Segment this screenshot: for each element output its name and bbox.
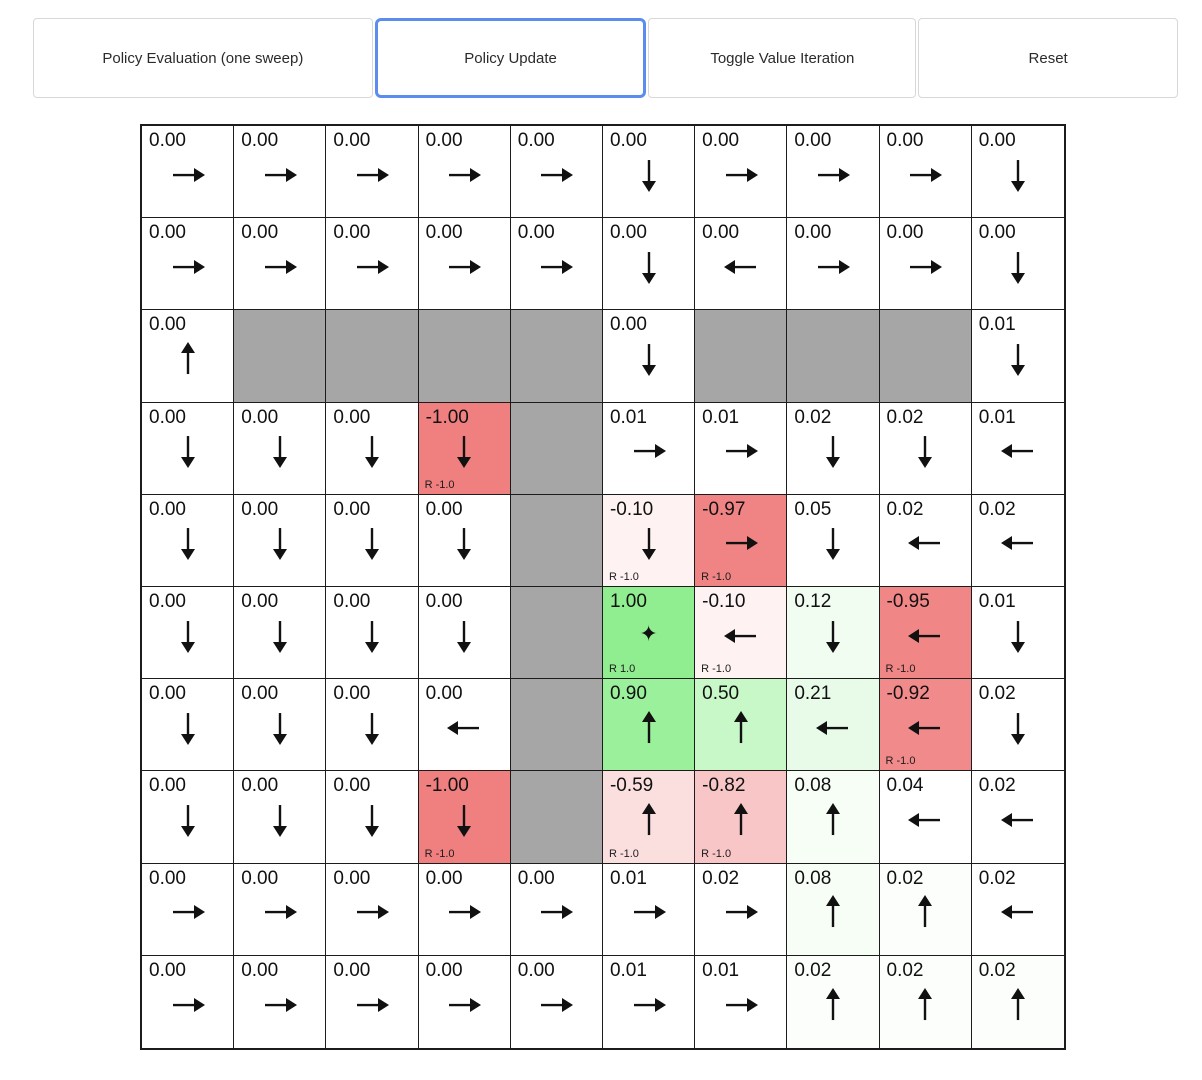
cell-value: 0.00 [241,683,279,705]
grid-cell[interactable] [234,403,326,495]
grid-cell[interactable] [787,403,879,495]
cell-value: 0.01 [609,959,647,981]
cell-reward: R -1.0 [424,478,455,491]
policy-arrow-down [995,156,1041,194]
cell-value: -0.82 [702,775,746,797]
cell-value: 0.00 [886,130,924,151]
grid-cell[interactable] [695,864,787,956]
cell-value: 0.00 [241,775,279,797]
cell-value: 0.00 [425,959,463,981]
policy-arrow-down [626,248,672,286]
cell-value: 0.08 [794,775,832,797]
policy-arrow-right [537,982,575,1028]
grid-cell-wall[interactable] [511,587,603,679]
toolbar [33,18,1178,98]
policy-arrow-down [349,432,395,470]
grid-cell[interactable] [326,587,418,679]
cell-value: 0.90 [609,683,647,705]
cell-reward: R -1.0 [885,663,916,676]
policy-arrow-down [441,617,487,655]
grid-cell[interactable] [603,864,695,956]
grid-cell[interactable] [880,864,972,956]
grid-cell[interactable] [972,771,1064,863]
cell-value: 0.01 [978,314,1016,336]
grid-cell[interactable] [234,679,326,771]
grid-cell-wall[interactable] [511,679,603,771]
policy-arrow-up [902,986,948,1024]
policy-arrow-right [630,889,668,935]
policy-arrow-right [722,982,760,1028]
grid-cell[interactable] [972,587,1064,679]
grid-cell[interactable] [880,403,972,495]
grid-cell[interactable] [326,218,418,310]
grid-cell[interactable] [142,771,234,863]
policy-arrow-right [261,152,299,198]
grid-cell[interactable] [603,218,695,310]
policy-arrow-up [810,801,856,839]
cell-value: 0.00 [241,867,279,889]
cell-value: 0.00 [241,222,279,244]
cell-value: 0.00 [241,590,279,612]
cell-value: 0.00 [333,683,371,705]
cell-value: 0.02 [794,406,832,428]
cell-value: -0.10 [702,590,746,612]
policy-arrow-right [722,889,760,935]
grid-cell[interactable] [695,956,787,1048]
grid-cell-wall[interactable] [511,495,603,587]
grid-cell[interactable] [880,956,972,1048]
policy-arrow-down [349,617,395,655]
policy-arrow-right [906,244,944,290]
grid-cell[interactable] [326,771,418,863]
policy-arrow-down [995,248,1041,286]
policy-arrow-right [169,982,207,1028]
cell-value: 0.02 [978,498,1016,520]
grid-cell[interactable] [142,587,234,679]
grid-cell[interactable] [787,495,879,587]
policy-arrow-right [722,428,760,474]
cell-value: 0.00 [425,590,463,612]
grid-cell[interactable] [695,587,787,679]
policy-arrow-down [441,432,487,470]
cell-value: 0.00 [241,959,279,981]
policy-arrow-down [257,801,303,839]
cell-value: 0.04 [886,775,924,797]
grid-cell[interactable] [880,771,972,863]
cell-value: 0.00 [333,590,371,612]
cell-value: 0.01 [978,590,1016,612]
grid-cell[interactable] [787,864,879,956]
policy-arrow-left [999,889,1037,935]
policy-arrow-down [626,524,672,562]
grid-cell[interactable] [234,218,326,310]
cell-reward: R -1.0 [701,663,732,676]
grid-cell[interactable] [419,771,511,863]
grid-cell-wall[interactable] [511,403,603,495]
grid-cell[interactable] [142,495,234,587]
grid-cell[interactable] [880,587,972,679]
grid-cell[interactable] [142,218,234,310]
grid-cell[interactable] [326,126,418,218]
grid-cell[interactable] [603,956,695,1048]
policy-arrow-down [257,617,303,655]
grid-cell[interactable] [511,218,603,310]
grid-cell[interactable] [972,310,1064,402]
cell-value: 0.00 [794,130,832,151]
policy-arrow-up [810,986,856,1024]
policy-arrow-up [718,709,764,747]
grid-cell[interactable] [972,864,1064,956]
grid-cell[interactable] [972,218,1064,310]
policy-arrow-left [906,613,944,659]
gridworld-grid [140,124,1066,1050]
policy-arrow-down [441,524,487,562]
policy-arrow-left [906,705,944,751]
cell-value: 0.02 [886,867,924,889]
cell-value: 0.01 [702,406,740,428]
policy-arrow-right [537,889,575,935]
grid-cell[interactable] [972,956,1064,1048]
policy-arrow-down [441,801,487,839]
grid-cell[interactable] [972,679,1064,771]
grid-cell[interactable] [972,495,1064,587]
grid-cell[interactable] [880,679,972,771]
grid-cell[interactable] [419,403,511,495]
policy-arrow-right [169,152,207,198]
cell-reward: R -1.0 [701,847,732,860]
cell-value: 0.02 [978,683,1016,705]
grid-cell[interactable] [787,956,879,1048]
policy-arrow-down [995,709,1041,747]
grid-cell[interactable] [326,864,418,956]
cell-value: 0.01 [609,867,647,889]
cell-value: 0.00 [241,406,279,428]
cell-value: 0.00 [333,406,371,428]
cell-value: 0.00 [978,130,1016,151]
grid-cell[interactable] [419,679,511,771]
policy-arrow-right [261,244,299,290]
grid-cell[interactable] [234,864,326,956]
reset-button[interactable]: Reset [918,18,1178,98]
grid-cell[interactable] [787,679,879,771]
grid-cell[interactable] [234,956,326,1048]
cell-reward: R -1.0 [608,847,639,860]
cell-value: 0.00 [149,498,186,520]
cell-value: 0.00 [149,406,186,428]
policy-arrow-up [626,709,672,747]
grid-cell[interactable] [234,126,326,218]
cell-reward: R 1.0 [608,663,636,676]
grid-cell[interactable] [695,403,787,495]
policy-arrow-right [814,152,852,198]
grid-cell[interactable] [142,679,234,771]
cell-value: 0.00 [425,222,463,244]
cell-value: 0.00 [425,683,463,705]
grid-cell[interactable] [142,864,234,956]
cell-value: 0.02 [978,775,1016,797]
grid-cell[interactable] [972,126,1064,218]
cell-value: 0.02 [702,867,740,889]
policy-arrow-down [165,432,211,470]
cell-value: 0.00 [794,222,832,244]
grid-cell[interactable] [419,218,511,310]
cell-value: 0.01 [978,406,1016,428]
grid-cell[interactable] [511,956,603,1048]
policy-arrow-down [349,801,395,839]
cell-reward: R -1.0 [885,755,916,768]
grid-cell[interactable] [326,495,418,587]
policy-arrow-left [906,797,944,843]
grid-cell[interactable] [142,403,234,495]
cell-value: 0.00 [425,867,463,889]
policy-arrow-right [261,982,299,1028]
grid-cell-wall[interactable] [419,310,511,402]
grid-cell-wall[interactable] [695,310,787,402]
policy-arrow-right [353,982,391,1028]
cell-value: 0.00 [333,222,371,244]
cell-value: 0.00 [702,222,740,244]
cell-value: -1.00 [425,775,469,797]
grid-cell[interactable] [419,587,511,679]
cell-value: 0.00 [149,775,186,797]
cell-value: 0.00 [149,867,186,889]
grid-cell-wall[interactable] [326,310,418,402]
grid-cell[interactable] [234,771,326,863]
policy-arrow-right [906,152,944,198]
grid-cell[interactable] [787,218,879,310]
policy-arrow-left [999,520,1037,566]
cell-value: 0.02 [978,867,1016,889]
cell-value: 0.00 [241,130,279,151]
grid-cell[interactable] [695,495,787,587]
policy-arrow-left [722,613,760,659]
policy-arrow-down [810,524,856,562]
grid-cell[interactable] [419,126,511,218]
policy-arrow-down [165,617,211,655]
policy-arrow-up [995,986,1041,1024]
grid-cell[interactable] [234,587,326,679]
policy-arrow-right [169,889,207,935]
cell-value: 0.01 [609,406,647,428]
grid-cell[interactable] [326,403,418,495]
grid-cell[interactable] [603,403,695,495]
cell-value: 0.00 [425,130,463,151]
cell-reward: R -1.0 [701,570,732,583]
grid-cell[interactable] [787,771,879,863]
cell-value: 0.00 [609,314,647,336]
policy-arrow-right [722,520,760,566]
policy-arrow-down [257,524,303,562]
cell-value: 0.00 [149,590,186,612]
policy-arrow-down [165,801,211,839]
policy-arrow-left [999,797,1037,843]
cell-value: 0.02 [978,959,1016,981]
policy-arrow-down [995,340,1041,378]
policy-arrow-left [906,520,944,566]
policy-arrow-down [902,432,948,470]
cell-value: 0.21 [794,683,832,705]
grid-cell[interactable] [695,771,787,863]
policy-arrow-right [169,244,207,290]
cell-value: 0.00 [149,314,186,336]
cell-value: 0.00 [517,130,555,151]
grid-cell[interactable] [603,771,695,863]
cell-value: 0.50 [702,683,740,705]
grid-cell[interactable] [326,956,418,1048]
grid-cell[interactable] [419,956,511,1048]
policy-arrow-up [810,893,856,931]
policy-arrow-right [722,152,760,198]
cell-value: 0.02 [886,406,924,428]
policy-arrow-right [630,982,668,1028]
cell-value: 0.00 [149,683,186,705]
cell-value: -1.00 [425,406,469,428]
policy-arrow-up [902,893,948,931]
cell-value: 0.08 [794,867,832,889]
policy-arrow-down [626,340,672,378]
grid-cell[interactable] [880,218,972,310]
policy-arrow-left [445,705,483,751]
cell-value: -0.10 [609,498,654,520]
grid-cell[interactable] [419,864,511,956]
cell-value: 0.00 [333,498,371,520]
cell-value: 0.05 [794,498,832,520]
grid-cell[interactable] [603,495,695,587]
cell-value: 0.02 [886,959,924,981]
policy-arrow-down [626,156,672,194]
grid-cell[interactable] [603,587,695,679]
policy-arrow-down [257,432,303,470]
cell-value: -0.59 [609,775,654,797]
cell-value: 0.00 [333,867,371,889]
cell-value: -0.92 [886,683,930,705]
policy-arrow-right [261,889,299,935]
grid-cell-wall[interactable] [511,310,603,402]
cell-reward: R -1.0 [608,570,639,583]
policy-arrow-left [999,428,1037,474]
grid-cell[interactable] [695,126,787,218]
cell-value: 0.00 [517,867,555,889]
policy-arrow-right [445,244,483,290]
policy-arrow-right [445,982,483,1028]
policy-arrow-down [349,709,395,747]
policy-arrow-down [349,524,395,562]
grid-cell[interactable] [787,587,879,679]
cell-value: 0.02 [794,959,832,981]
policy-arrow-down [165,709,211,747]
grid-cell[interactable] [142,310,234,402]
cell-value: 0.00 [149,959,186,981]
grid-cell-wall[interactable] [511,771,603,863]
cell-value: 0.00 [609,222,647,244]
cell-value: 0.00 [978,222,1016,244]
policy-arrow-right [630,428,668,474]
policy-arrow-up [165,340,211,378]
policy-arrow-down [810,617,856,655]
cell-reward: R -1.0 [424,847,455,860]
grid-cell[interactable] [142,956,234,1048]
grid-cell[interactable] [695,679,787,771]
cell-value: 0.00 [517,959,555,981]
policy-arrow-up [718,801,764,839]
grid-cell-wall[interactable] [787,310,879,402]
cell-value: 0.00 [517,222,555,244]
grid-cell[interactable] [234,495,326,587]
grid-cell[interactable] [880,495,972,587]
grid-cell[interactable] [972,403,1064,495]
cell-value: 0.00 [333,775,371,797]
policy-arrow-right [537,244,575,290]
policy-arrow-down [810,432,856,470]
policy-arrow-right [537,152,575,198]
policy-arrow-right [353,152,391,198]
grid-cell[interactable] [603,310,695,402]
policy-arrow-right [353,889,391,935]
policy-arrow-right [353,244,391,290]
grid-cell[interactable] [419,495,511,587]
policy-evaluation-button[interactable]: Policy Evaluation (one sweep) [33,18,373,98]
grid-cell[interactable] [326,679,418,771]
cell-value: 1.00 [609,590,647,612]
grid-cell[interactable] [511,864,603,956]
grid-cell[interactable] [787,126,879,218]
policy-arrow-down [995,617,1041,655]
cell-value: -0.95 [886,590,930,612]
cell-value: 0.00 [149,130,186,151]
policy-arrow-down [257,709,303,747]
policy-arrow-right [445,152,483,198]
cell-value: 0.02 [886,498,924,520]
policy-arrow-left [722,244,760,290]
cell-value: 0.12 [794,590,832,612]
cell-value: 0.00 [425,498,463,520]
cell-value: 0.00 [333,130,371,151]
policy-arrow-up [626,801,672,839]
cell-value: 0.00 [609,130,647,151]
policy-arrow-left [814,705,852,751]
grid-cell[interactable] [695,218,787,310]
grid-cell-wall[interactable] [880,310,972,402]
grid-cell[interactable] [142,126,234,218]
policy-arrow-right [445,889,483,935]
policy-arrow-down [165,524,211,562]
cell-value: 0.00 [886,222,924,244]
grid-cell[interactable] [880,126,972,218]
toggle-value-iteration-button[interactable]: Toggle Value Iteration [648,18,916,98]
cell-value: 0.00 [241,498,279,520]
cell-value: 0.01 [702,959,740,981]
grid-cell[interactable] [603,679,695,771]
goal-marker-icon: ✦ [639,621,658,647]
cell-value: 0.00 [149,222,186,244]
policy-arrow-right [814,244,852,290]
grid-cell[interactable] [511,126,603,218]
cell-value: -0.97 [702,498,746,520]
grid-cell[interactable] [603,126,695,218]
cell-value: 0.00 [702,130,740,151]
grid-cell-wall[interactable] [234,310,326,402]
cell-value: 0.00 [333,959,371,981]
policy-update-button[interactable]: Policy Update [375,18,647,98]
